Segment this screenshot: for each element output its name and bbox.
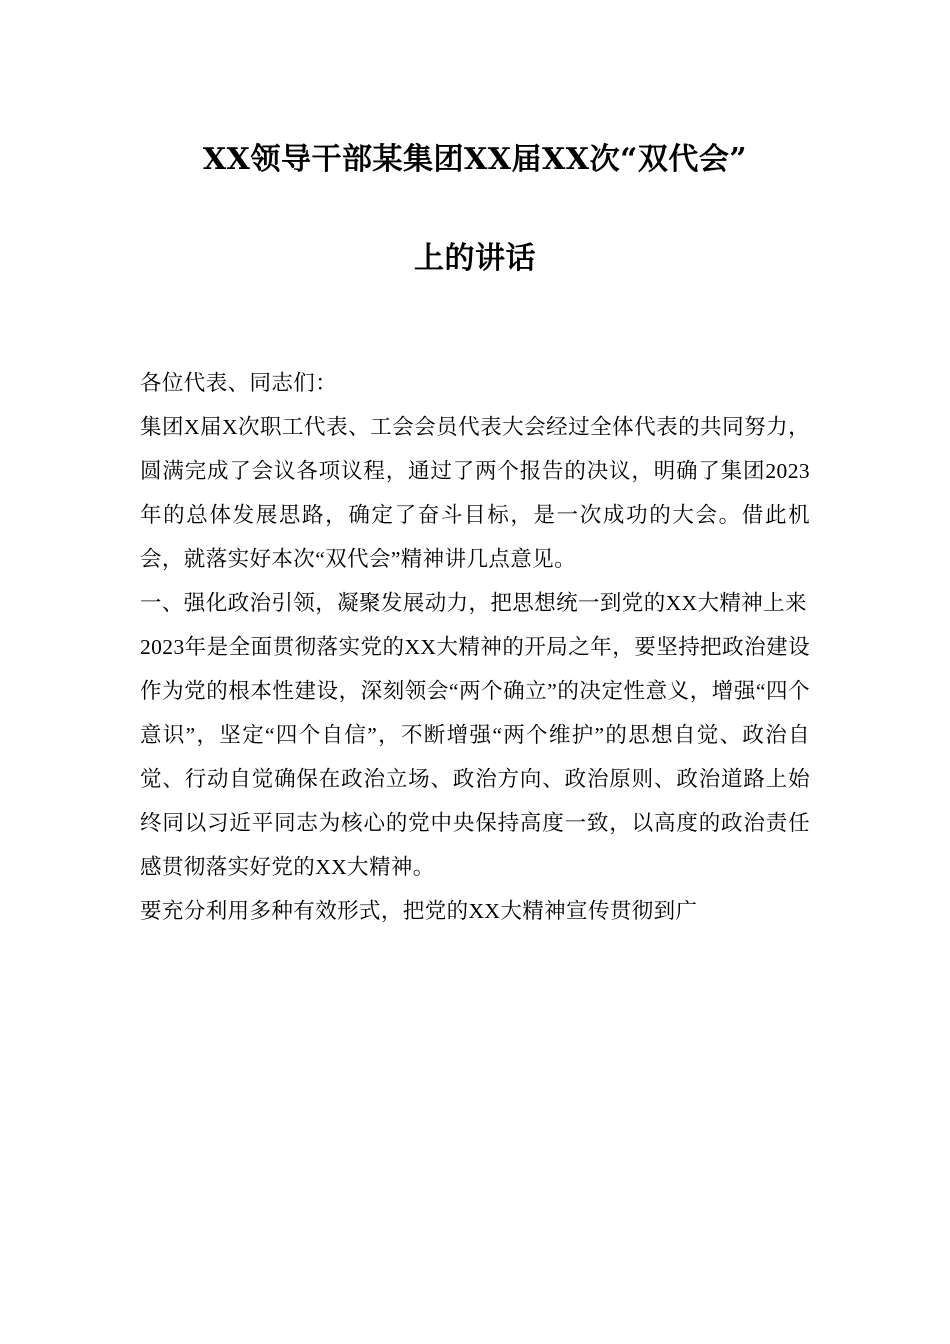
paragraph-section-one-body: 2023年是全面贯彻落实党的XX大精神的开局之年，要坚持把政治建设作为党的根本性建设，深刻领会“两个确立”的决定性意义，增强“四个意识”，坚定“四个自信”，不断增强“两个维护”的思想自觉、政治自觉、行动自觉确保在政治立场、政治方向、政治原则、政治道路上始终同以习近平同志为核心的党中央保持高度一致，以高度的政治责任感贯彻落实好党的XX大精神。 [140, 635, 810, 879]
page-title-line-1: XX领导干部某集团XX届XX次“双代会” [202, 142, 748, 177]
document-body [140, 361, 810, 933]
paragraph-section-one-continued: 要充分利用多种有效形式，把党的XX大精神宣传贯彻到广 [140, 899, 698, 923]
paragraph-section-heading-one: 一、强化政治引领，凝聚发展动力，把思想统一到党的XX大精神上来 [140, 591, 807, 615]
paragraph-salutation: 各位代表、同志们： [140, 371, 338, 395]
paragraph-intro: 集团X届X次职工代表、工会会员代表大会经过全体代表的共同努力，圆满完成了会议各项议程，通过了两个报告的决议，明确了集团2023年的总体发展思路，确定了奋斗目标，是一次成功的大会。借此机会，就落实好本次“双代会”精神讲几点意见。 [140, 415, 810, 571]
page-title-line-2: 上的讲话 [414, 240, 536, 276]
